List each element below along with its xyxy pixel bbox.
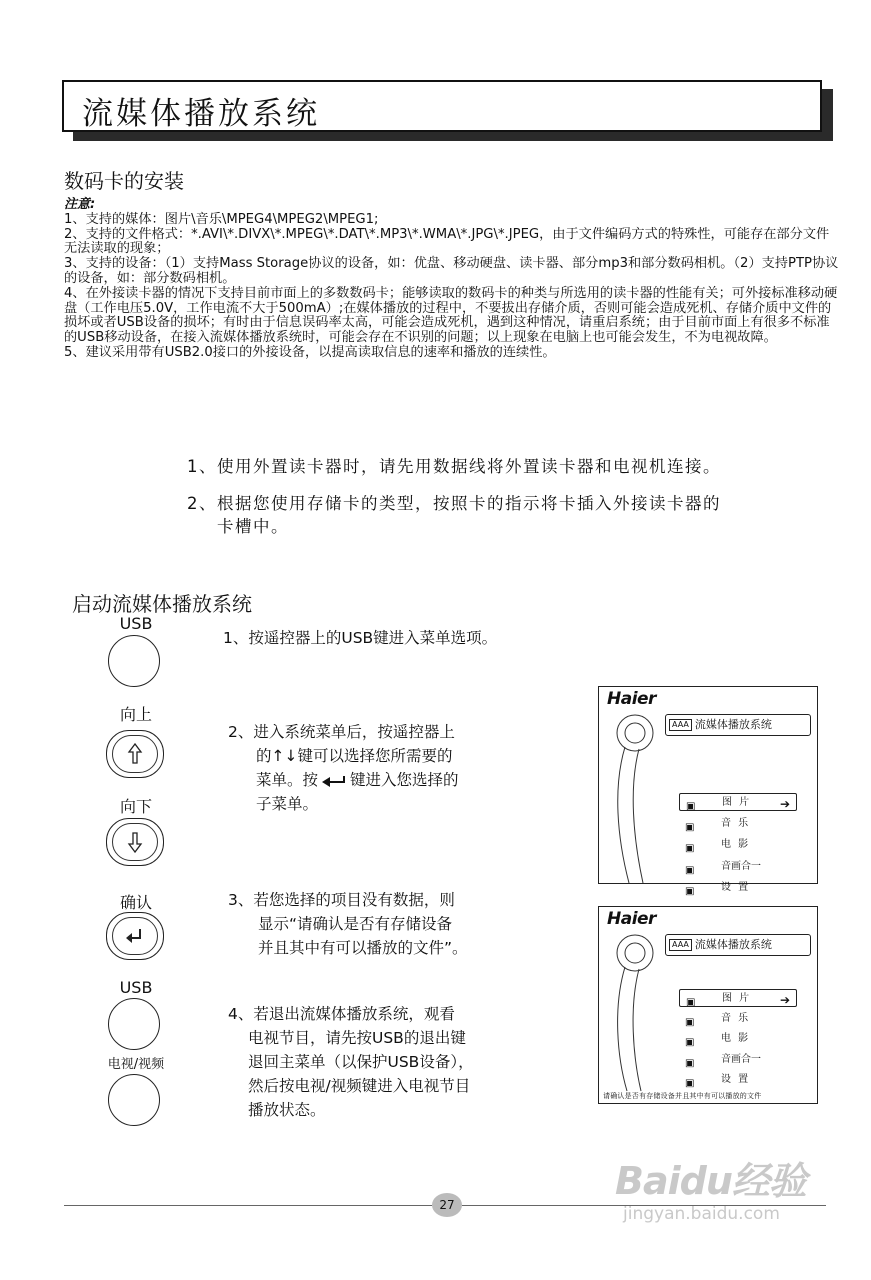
note-label: 注意:	[64, 197, 96, 212]
install-heading: 数码卡的安装	[64, 169, 184, 193]
tv-video-button[interactable]	[108, 1074, 160, 1126]
start-step-4: 4、若退出流媒体播放系统，观看 电视节目，请先按USB的退出键 退回主菜单（以保护USB设备）， 然后按电视/视频键进入电视节目 播放状态。	[228, 1005, 474, 1119]
slideshow-icon: ▣	[685, 865, 695, 876]
haier-logo: Haier	[607, 909, 656, 929]
down-button-label: 向下	[119, 797, 152, 816]
menu-screen-1	[598, 686, 818, 897]
menu-item-settings[interactable]: ▣ 设 置	[685, 882, 751, 897]
screen-header: AAA 流媒体播放系统	[665, 934, 811, 956]
confirm-button[interactable]	[106, 912, 164, 960]
usb-button-label: USB	[119, 614, 153, 633]
music-icon: ▣	[685, 822, 695, 833]
note-3: 3、支持的设备：（1）支持Mass Storage协议的设备，如：优盘、移动硬盘、读卡器、部分mp3和部分数码相机。（2）支持PTP协议的设备，如：部分数码相机。	[64, 256, 839, 286]
movie-icon: ▣	[685, 843, 695, 854]
usb-button[interactable]	[108, 635, 160, 687]
arrow-right-icon: ➔	[779, 797, 790, 811]
enter-icon	[122, 923, 148, 949]
arrow-down-icon	[122, 829, 148, 855]
usb-exit-button[interactable]	[108, 998, 160, 1050]
menu-item-movie[interactable]: ▣ 电 影	[685, 839, 751, 854]
menu-item-slideshow[interactable]: ▣ 音画合一	[685, 861, 761, 876]
tv-video-button-label: 电视/视频	[107, 1057, 165, 1072]
arrow-up-icon	[122, 741, 148, 767]
up-button-label: 向上	[119, 705, 152, 724]
confirm-button-label: 确认	[119, 893, 152, 912]
movie-icon: ▣	[685, 1037, 695, 1048]
watermark-url: jingyan.baidu.com	[623, 1204, 780, 1224]
enter-key-icon	[320, 774, 348, 788]
menu-item-picture[interactable]: ▣ 图 片 ➔	[679, 989, 797, 1007]
menu-item-movie[interactable]: ▣ 电 影	[685, 1033, 751, 1048]
picture-icon: ▣	[686, 801, 696, 812]
music-icon: ▣	[685, 1017, 695, 1028]
menu-item-picture[interactable]: ▣ 图 片 ➔	[679, 793, 797, 811]
note-2: 2、支持的文件格式：*.AVI\*.DIVX\*.MPEG\*.DAT\*.MP3\*.WMA\*.JPG\*.JPEG，由于文件编码方式的特殊性，可能存在部分文件无法读取的现象；	[64, 226, 830, 257]
footer-rule-left	[64, 1205, 432, 1206]
usb-exit-button-label: USB	[119, 978, 153, 997]
install-step-1: 1、使用外置读卡器时，请先用数据线将外置读卡器和电视机连接。	[187, 457, 721, 476]
menu-item-settings[interactable]: ▣ 设 置	[685, 1074, 751, 1089]
menu-item-music[interactable]: ▣ 音 乐	[685, 818, 751, 833]
notes-block	[64, 198, 840, 361]
page-title: 流媒体播放系统	[82, 96, 320, 132]
down-button[interactable]	[106, 818, 164, 866]
install-step-2-cont: 卡槽中。	[217, 517, 289, 536]
menu-screen-2	[598, 906, 818, 1104]
menu-item-music[interactable]: ▣ 音 乐	[685, 1013, 751, 1028]
settings-icon: ▣	[685, 886, 695, 897]
page-number: 27	[432, 1193, 462, 1217]
status-message: 请确认是否有存储设备并且其中有可以播放的文件	[603, 1092, 762, 1100]
start-heading: 启动流媒体播放系统	[72, 592, 252, 616]
start-step-3: 3、若您选择的项目没有数据，则 显示“请确认是否有存储设备 并且其中有可以播放的文件”。	[228, 891, 468, 957]
watermark	[615, 1150, 806, 1224]
haier-logo: Haier	[607, 689, 656, 709]
slideshow-icon: ▣	[685, 1058, 695, 1069]
picture-icon: ▣	[686, 997, 696, 1008]
install-step-2: 2、根据您使用存储卡的类型，按照卡的指示将卡插入外接读卡器的	[187, 494, 721, 513]
menu-item-slideshow[interactable]: ▣ 音画合一	[685, 1054, 761, 1069]
start-step-1: 1、按遥控器上的USB键进入菜单选项。	[223, 629, 498, 647]
title-box	[62, 80, 822, 132]
screen-header: AAA 流媒体播放系统	[665, 714, 811, 736]
arrow-right-icon: ➔	[779, 993, 790, 1007]
start-step-2: 2、进入系统菜单后，按遥控器上 的↑↓键可以选择您所需要的 菜单。按 键进入您选择的 子菜单。	[228, 723, 459, 813]
note-5: 5、建议采用带有USB2.0接口的外接设备，以提高读取信息的速率和播放的连续性。	[64, 344, 556, 360]
settings-icon: ▣	[685, 1078, 695, 1089]
note-1: 1、支持的媒体：图片\音乐\MPEG4\MPEG2\MPEG1;	[64, 211, 379, 227]
watermark-brand: Baidu经验	[615, 1159, 806, 1203]
note-4: 4、在外接读卡器的情况下支持目前市面上的多数数码卡；能够读取的数码卡的种类与所选用的读卡器的性能有关；可外接标准移动硬盘（工作电压5.0V，工作电流不大于500mA）;在媒体播放的过程中，不要拔出存储介质，否则可能会造成死机、存储介质中文件的损坏或者USB设备的损坏；有时由于信息误码率太高，可能会造成死机，遇到这种情况，请重启系统；由于目前市面上有很多不标准的USB移动设备，在接入流媒体播放系统时，可能会存在不识别的问题；以上现象在电脑上也可能会发生，不为电视故障。	[64, 285, 838, 346]
up-button[interactable]	[106, 730, 164, 778]
